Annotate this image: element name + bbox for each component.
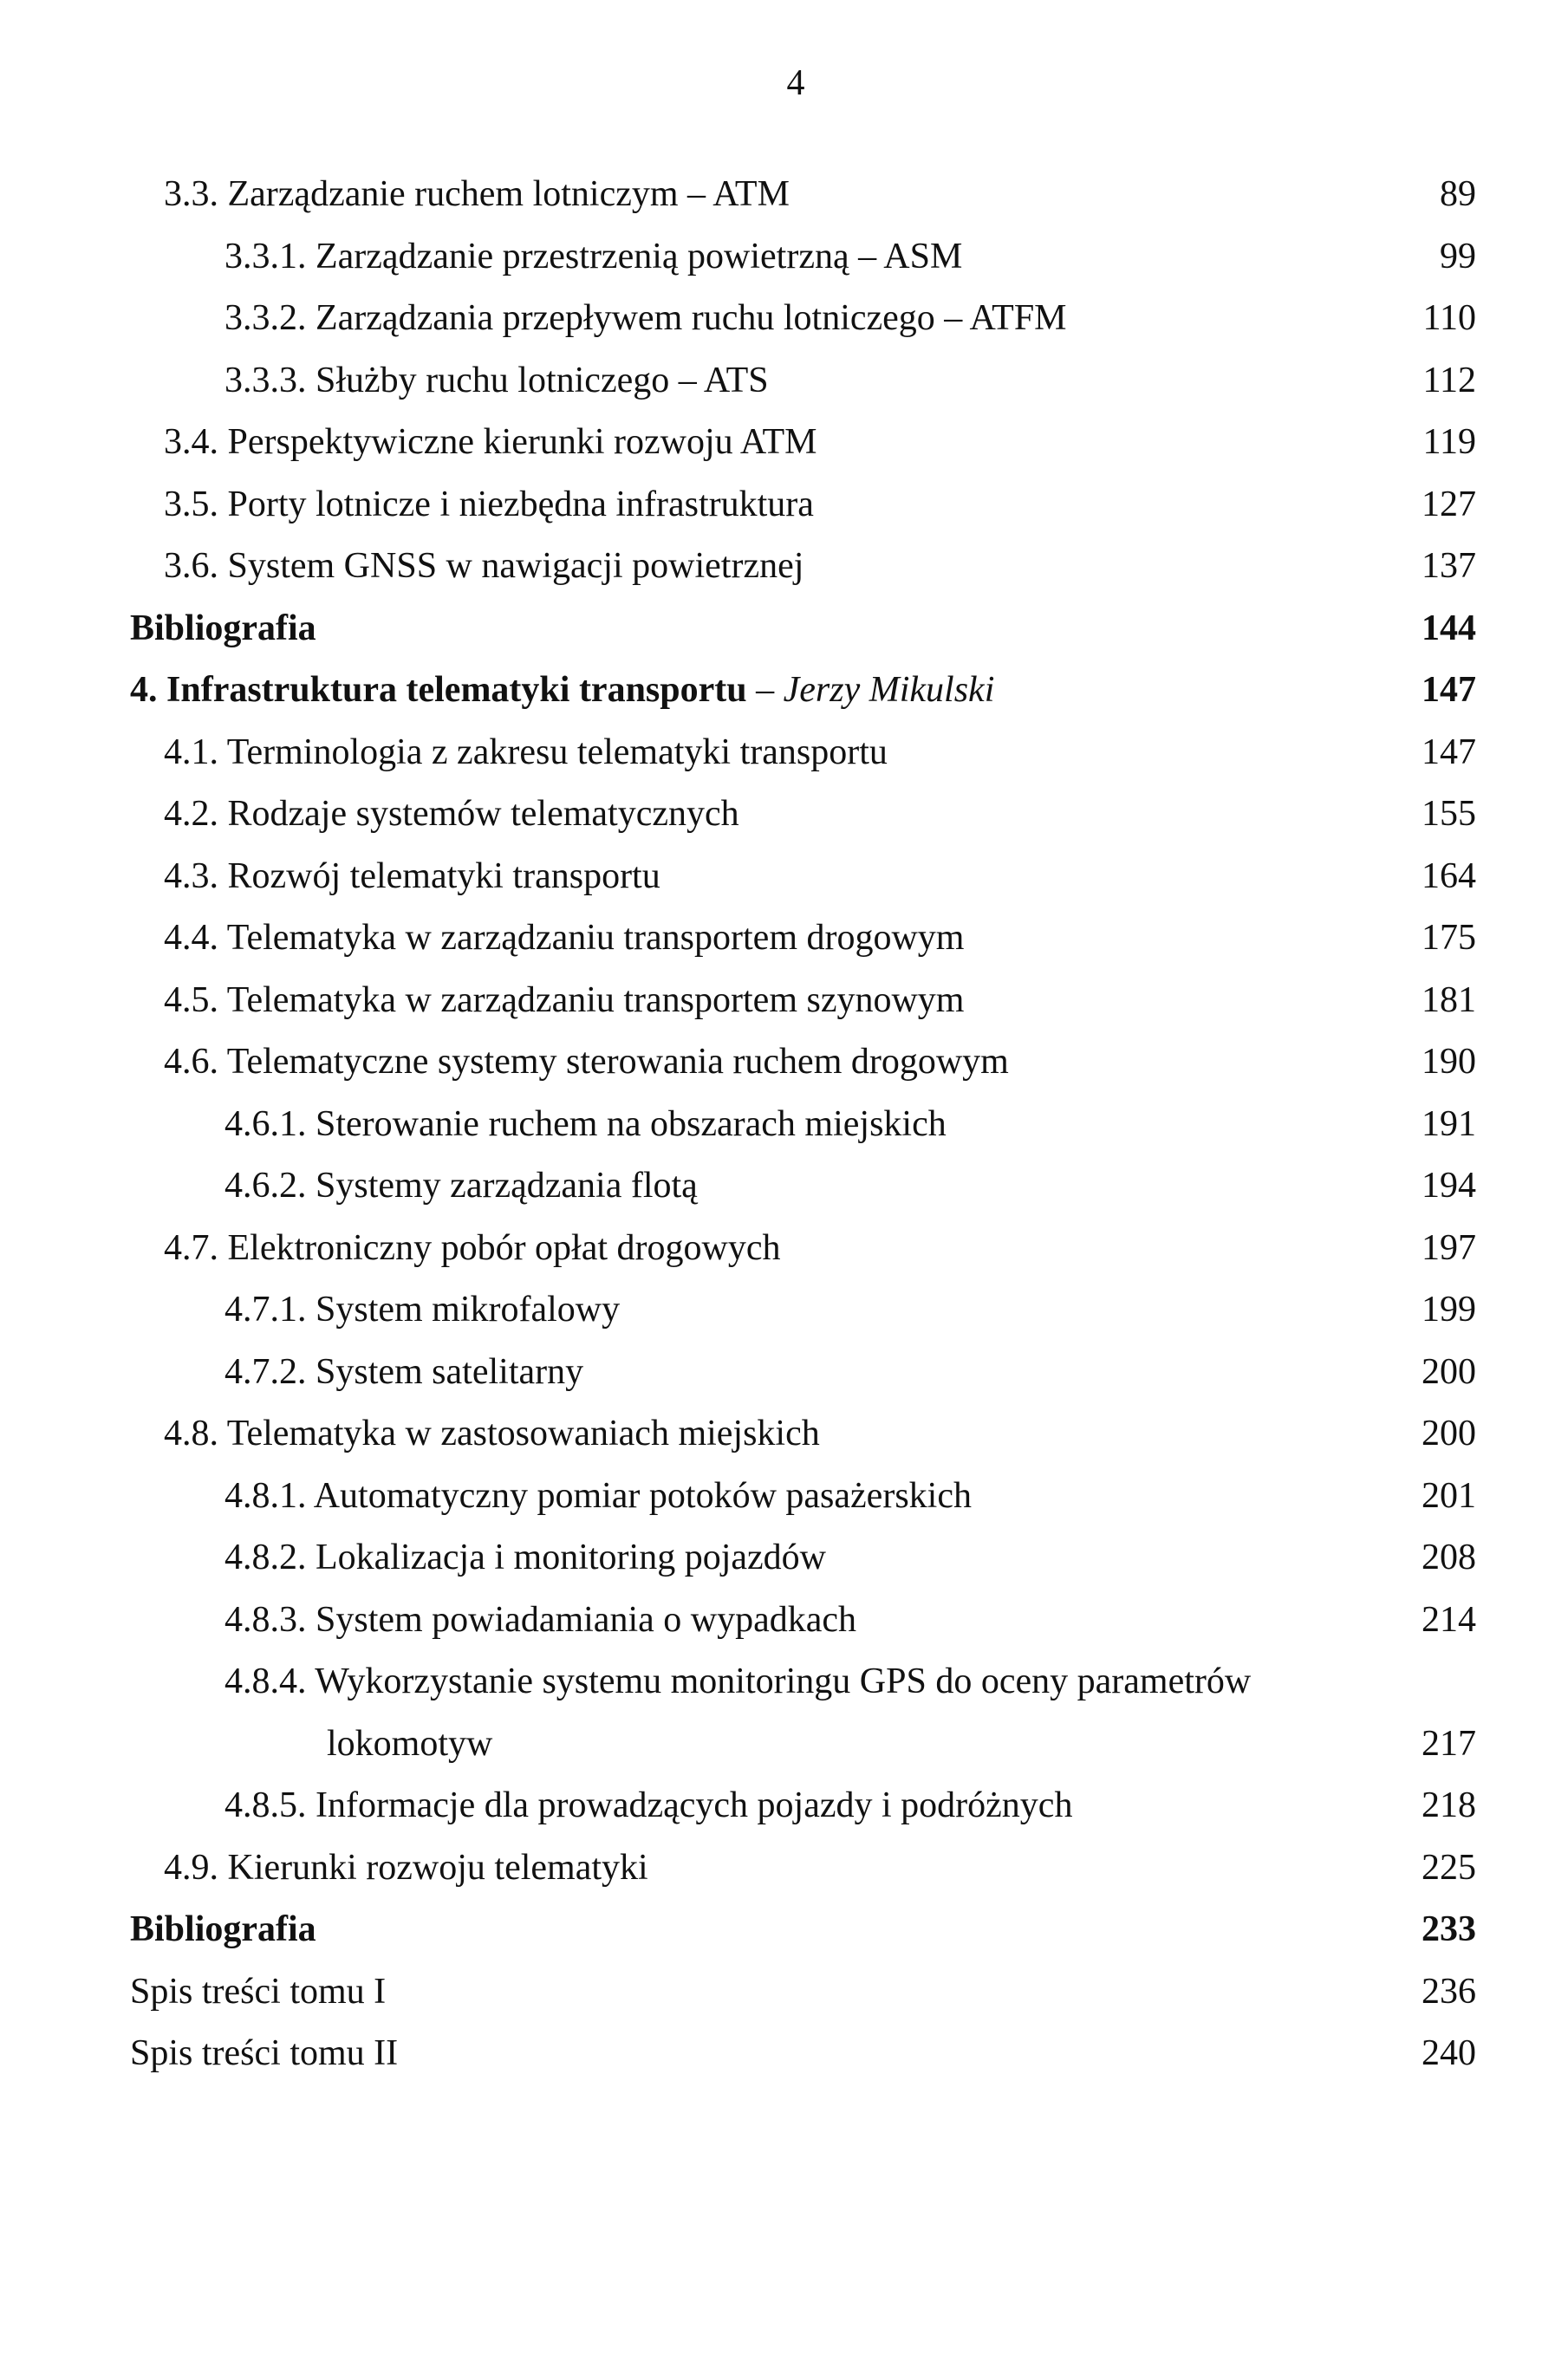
- toc-entry-label: [224, 1531, 826, 1583]
- section-number: 4.8.1.: [224, 1475, 307, 1516]
- page-ref: 233: [1422, 1909, 1476, 1949]
- page-ref: 218: [1422, 1785, 1476, 1825]
- section-number: 3.4.: [164, 422, 218, 462]
- section-title: Bibliografia: [130, 608, 316, 648]
- section-title: Służby ruchu lotniczego – ATS: [316, 360, 769, 400]
- toc-entry-label: [224, 1655, 1251, 1707]
- page-ref: 214: [1422, 1599, 1476, 1640]
- toc-entry-label: [130, 1966, 386, 2018]
- section-number: 3.5.: [164, 484, 218, 524]
- section-title: Porty lotnicze i niezbędna infrastruktura: [227, 484, 814, 524]
- toc-entry-label: [130, 664, 994, 716]
- toc-entry[interactable]: [164, 974, 1476, 1026]
- toc-entry-label: [164, 788, 739, 840]
- toc-entry-label: [164, 1036, 1009, 1088]
- section-title: Telematyka w zarządzaniu transportem drogowym: [226, 918, 965, 958]
- page-ref: 137: [1422, 546, 1476, 586]
- toc-entry-label: [164, 416, 817, 468]
- toc-entry[interactable]: [224, 354, 1476, 406]
- section-title: Terminologia z zakresu telematyki transportu: [226, 732, 888, 772]
- toc-entry[interactable]: [224, 1346, 1476, 1398]
- toc-entry[interactable]: [164, 1842, 1476, 1894]
- toc-entry-label: [224, 1779, 1072, 1831]
- toc-entry-label: [130, 602, 316, 654]
- toc-entry-label: [224, 1470, 972, 1522]
- section-title: Perspektywiczne kierunki rozwoju ATM: [227, 422, 817, 462]
- toc-entry[interactable]: [224, 1779, 1476, 1831]
- toc-entry[interactable]: [224, 1098, 1476, 1150]
- toc-entry[interactable]: [164, 726, 1476, 778]
- page-ref: 175: [1422, 918, 1476, 958]
- section-title: Infrastruktura telematyki transportu: [166, 670, 747, 710]
- page-ref: 217: [1422, 1723, 1476, 1764]
- page-ref: 110: [1422, 298, 1476, 338]
- page-ref: 127: [1422, 484, 1476, 524]
- page-ref: 191: [1422, 1103, 1476, 1144]
- toc-entry[interactable]: [164, 416, 1476, 468]
- section-author: – Jerzy Mikulski: [756, 670, 995, 710]
- toc-entry-label: [224, 1284, 620, 1336]
- section-title: Sterowanie ruchem na obszarach miejskich: [316, 1103, 947, 1144]
- page-ref: 155: [1422, 794, 1476, 834]
- section-title: Telematyka w zastosowaniach miejskich: [226, 1414, 820, 1453]
- section-title: Zarządzanie przestrzenią powietrzną – ASM: [316, 236, 963, 276]
- toc-entry[interactable]: [224, 1531, 1476, 1583]
- section-title: Systemy zarządzania flotą: [316, 1166, 698, 1206]
- toc-entry-label: [164, 1408, 820, 1460]
- section-number: 4.6.1.: [224, 1103, 307, 1144]
- page-ref: 200: [1422, 1414, 1476, 1453]
- page-ref: 119: [1422, 422, 1476, 462]
- toc-entry-label: [224, 1594, 856, 1646]
- section-number: 3.3.2.: [224, 298, 307, 338]
- section-number: 4.1.: [164, 732, 218, 772]
- section-title: Telematyczne systemy sterowania ruchem drogowym: [226, 1042, 1009, 1082]
- toc-entry[interactable]: [224, 1284, 1476, 1336]
- section-title: Rodzaje systemów telematycznych: [227, 794, 739, 834]
- section-title: System satelitarny: [316, 1351, 584, 1392]
- section-number: 3.3.1.: [224, 236, 307, 276]
- section-title: Telematyka w zarządzaniu transportem szynowym: [226, 979, 965, 1020]
- toc-entry-label: [130, 2027, 398, 2079]
- section-number: 4.8.: [164, 1414, 218, 1453]
- section-title: Wykorzystanie systemu monitoringu GPS do oceny parametrów: [315, 1661, 1252, 1701]
- toc-entry[interactable]: [130, 602, 1476, 654]
- toc-entry[interactable]: [164, 1036, 1476, 1088]
- page-number: 4: [786, 63, 805, 103]
- section-title: Bibliografia: [130, 1909, 316, 1949]
- toc-entry-label: [164, 478, 814, 530]
- toc-entry[interactable]: [224, 1470, 1476, 1522]
- toc-entry[interactable]: [164, 1222, 1476, 1274]
- toc-entry-label: [164, 912, 964, 964]
- section-title: Lokalizacja i monitoring pojazdów: [316, 1538, 826, 1577]
- page-ref: 181: [1422, 979, 1476, 1020]
- page-ref: 225: [1422, 1847, 1476, 1888]
- section-number: 4.4.: [164, 918, 218, 958]
- page-ref: 201: [1422, 1475, 1476, 1516]
- toc-entry-label: [164, 540, 804, 592]
- section-number: 3.3.: [164, 174, 218, 214]
- section-number: 4.8.3.: [224, 1599, 307, 1640]
- toc-entry-label: [224, 292, 1067, 344]
- toc-entry-continuation[interactable]: [327, 1718, 1476, 1770]
- toc-entry[interactable]: [224, 1655, 1251, 1707]
- section-number: 3.3.3.: [224, 360, 307, 400]
- section-title: System powiadamiania o wypadkach: [316, 1599, 857, 1640]
- section-title: System GNSS w nawigacji powietrznej: [227, 546, 804, 586]
- page-ref: 236: [1422, 1971, 1476, 2012]
- toc-entry-label: [224, 354, 769, 406]
- page-ref: 144: [1422, 608, 1476, 648]
- page-ref: 190: [1422, 1042, 1476, 1082]
- toc-entry[interactable]: [164, 1408, 1476, 1460]
- toc-entry[interactable]: [224, 1160, 1476, 1212]
- toc-entry[interactable]: [224, 1594, 1476, 1646]
- section-title: Informacje dla prowadzących pojazdy i podróżnych: [316, 1785, 1073, 1825]
- section-number: 4.7.: [164, 1227, 218, 1268]
- section-title: Elektroniczny pobór opłat drogowych: [227, 1227, 781, 1268]
- toc-entry-label: [164, 1222, 781, 1274]
- section-number: 4.8.5.: [224, 1785, 307, 1825]
- page-ref: 197: [1422, 1227, 1476, 1268]
- section-number: 4.8.4.: [224, 1661, 307, 1701]
- toc-entry[interactable]: [130, 2027, 1476, 2079]
- toc-entry-label: [224, 231, 962, 283]
- page-ref: 99: [1440, 236, 1476, 276]
- section-title: Spis treści tomu I: [130, 1971, 387, 2012]
- page-ref: 208: [1422, 1538, 1476, 1577]
- section-number: 4.5.: [164, 979, 218, 1020]
- toc-entry[interactable]: [164, 168, 1476, 220]
- toc-entry-label: [224, 1160, 698, 1212]
- section-number: 4.6.2.: [224, 1166, 307, 1206]
- toc-entry-label: [130, 1903, 316, 1955]
- toc-entry[interactable]: [224, 231, 1476, 283]
- toc-entry[interactable]: [164, 478, 1476, 530]
- toc-entry-label: [164, 974, 964, 1026]
- page-ref: 112: [1422, 360, 1476, 400]
- page-ref: 194: [1422, 1166, 1476, 1206]
- toc-entry[interactable]: [224, 292, 1476, 344]
- toc-entry[interactable]: [164, 912, 1476, 964]
- toc-entry-label: [164, 168, 790, 220]
- section-title: System mikrofalowy: [316, 1290, 621, 1330]
- toc-entry-label: [164, 726, 888, 778]
- toc-entry-label: [164, 1842, 648, 1894]
- page-ref: 89: [1440, 174, 1476, 214]
- section-title: Zarządzania przepływem ruchu lotniczego – ATFM: [316, 298, 1067, 338]
- page-ref: 200: [1422, 1351, 1476, 1392]
- toc-entry[interactable]: [130, 664, 1476, 716]
- section-number: 4.7.2.: [224, 1351, 307, 1392]
- section-number: 4.2.: [164, 794, 218, 834]
- page-ref: 164: [1422, 855, 1476, 896]
- page-ref: 147: [1422, 670, 1476, 710]
- section-number: 4.6.: [164, 1042, 218, 1082]
- section-title: Zarządzanie ruchem lotniczym – ATM: [227, 174, 790, 214]
- toc-entry[interactable]: [130, 1966, 1476, 2018]
- section-title: Automatyczny pomiar potoków pasażerskich: [313, 1475, 972, 1516]
- section-number: 4.7.1.: [224, 1290, 307, 1330]
- page-ref: 147: [1422, 732, 1476, 772]
- toc-entry[interactable]: [164, 788, 1476, 840]
- section-number: 4.8.2.: [224, 1538, 307, 1577]
- section-number: 3.6.: [164, 546, 218, 586]
- section-title-continuation: lokomotyw: [327, 1723, 493, 1764]
- page-ref: 199: [1422, 1290, 1476, 1330]
- page-ref: 240: [1422, 2033, 1476, 2073]
- toc-entry-label: [224, 1098, 947, 1150]
- toc-entry[interactable]: [164, 540, 1476, 592]
- section-title: Rozwój telematyki transportu: [227, 855, 660, 896]
- section-title: Kierunki rozwoju telematyki: [227, 1847, 648, 1888]
- toc-entry-label: [164, 850, 660, 902]
- toc-entry-label: [224, 1346, 583, 1398]
- toc-entry[interactable]: [130, 1903, 1476, 1955]
- section-number: 4.: [130, 670, 158, 710]
- toc-entry[interactable]: [164, 850, 1476, 902]
- section-title: Spis treści tomu II: [130, 2033, 399, 2073]
- section-number: 4.3.: [164, 855, 218, 896]
- section-number: 4.9.: [164, 1847, 218, 1888]
